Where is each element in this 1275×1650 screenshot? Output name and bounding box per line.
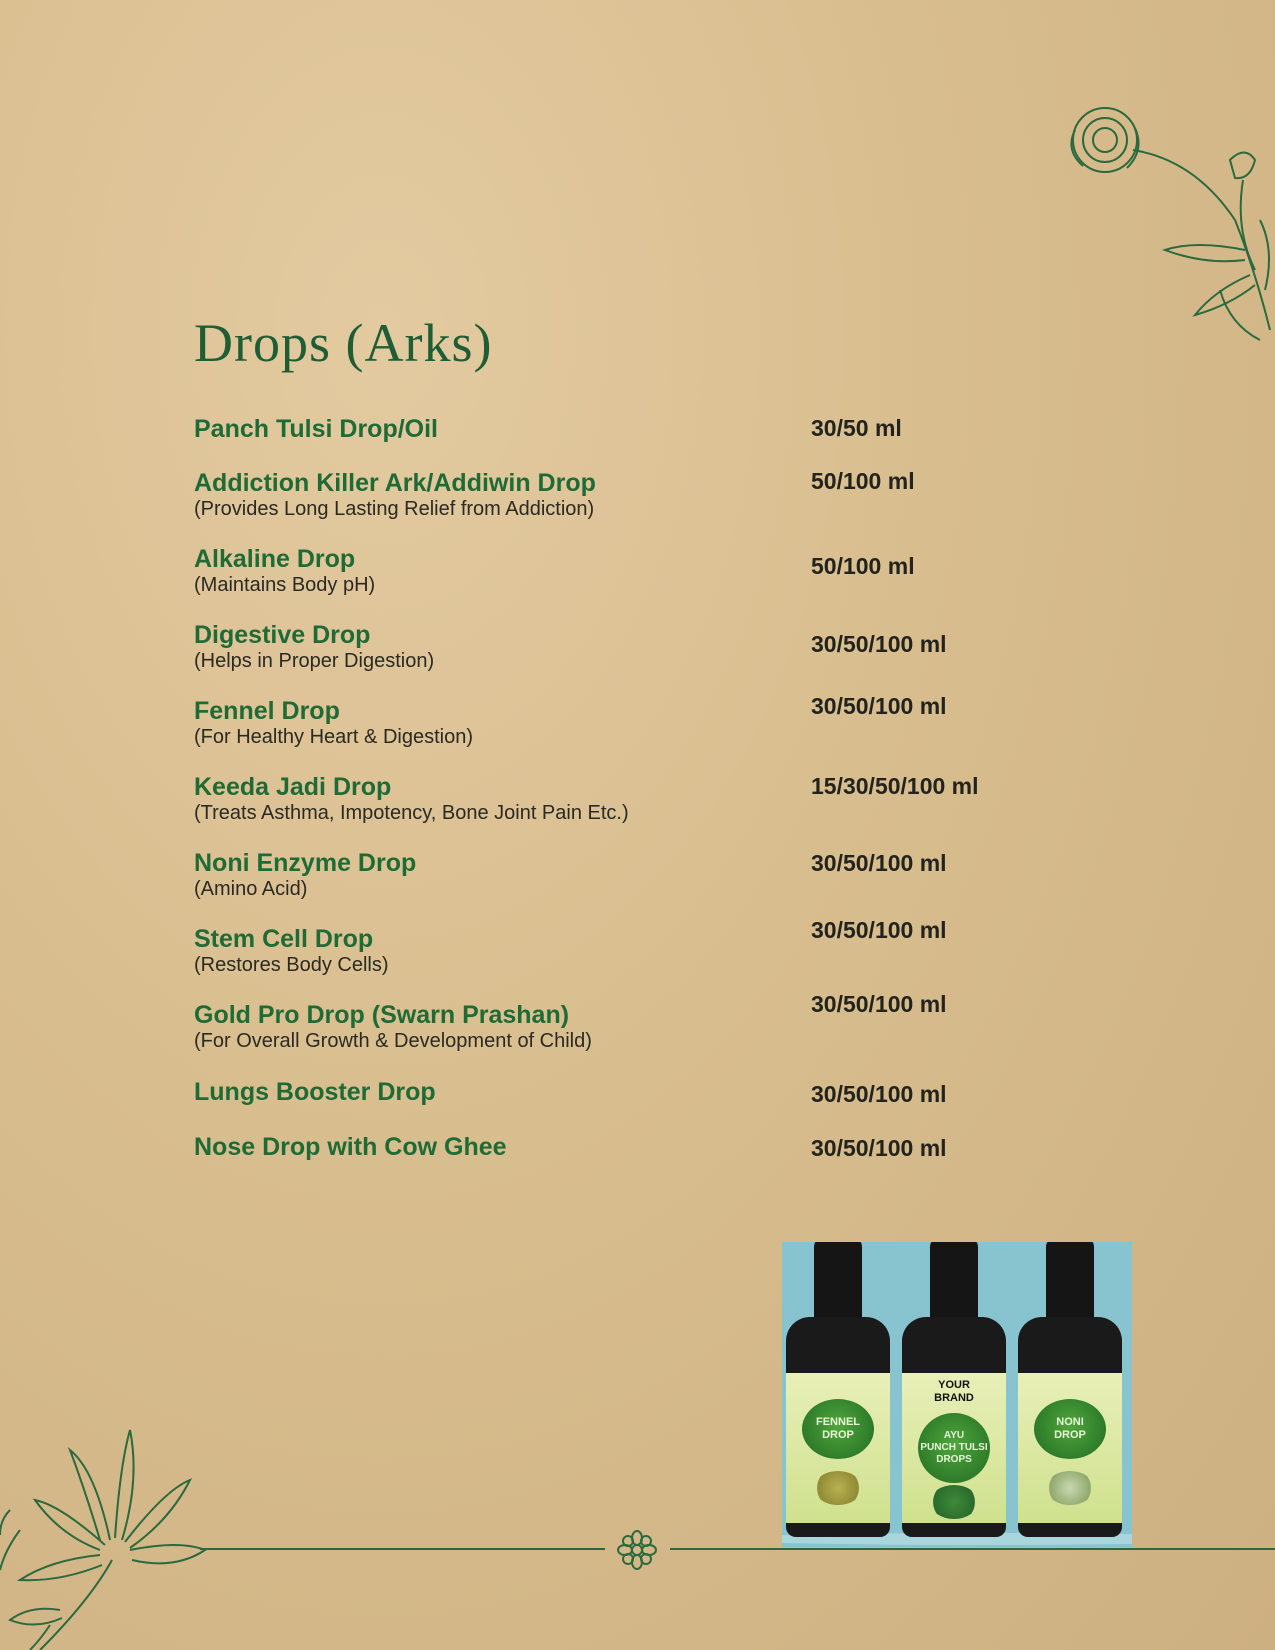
bottle-body [786, 1317, 890, 1537]
product-name: Lungs Booster Drop [194, 1078, 436, 1106]
product-description: (Treats Asthma, Impotency, Bone Joint Pain Etc.) [194, 802, 629, 824]
brand-line: BRAND [934, 1392, 974, 1404]
bottle-body [902, 1317, 1006, 1537]
bottle-noni [1016, 1242, 1124, 1537]
product-name: Alkaline Drop [194, 545, 356, 573]
product-size: 30/50/100 ml [811, 917, 947, 943]
flower-ornament-icon [617, 1530, 657, 1570]
product-description: (Provides Long Lasting Relief from Addiction) [194, 498, 595, 520]
product-size: 50/100 ml [811, 553, 915, 579]
badge-text: DROP [1054, 1429, 1086, 1441]
product-name: Fennel Drop [194, 697, 340, 725]
badge-text: AYU [943, 1430, 965, 1441]
product-name: Noni Enzyme Drop [194, 849, 417, 877]
list-item [194, 469, 1094, 521]
product-name: Keeda Jadi Drop [194, 773, 392, 801]
list-item [194, 1078, 1094, 1106]
tulsi-leaves-icon [930, 1485, 978, 1519]
list-item [194, 415, 1094, 443]
product-name: Addiction Killer Ark/Addiwin Drop [194, 469, 596, 497]
product-name: Nose Drop with Cow Ghee [194, 1133, 507, 1161]
badge-text: FENNEL [816, 1416, 860, 1428]
fennel-seeds-icon [814, 1471, 862, 1505]
product-name: Stem Cell Drop [194, 925, 374, 953]
badge-text: PUNCH TULSI [920, 1442, 988, 1453]
list-item [194, 1133, 1094, 1161]
noni-fruit-icon [1046, 1471, 1094, 1505]
flower-illustration-icon [0, 1410, 220, 1650]
list-item [194, 697, 1094, 749]
list-item [194, 849, 1094, 901]
list-item [194, 545, 1094, 597]
badge-text: NONI [1056, 1416, 1084, 1428]
bottle-label [902, 1373, 1006, 1523]
bottle-label [786, 1373, 890, 1523]
list-item [194, 1001, 1094, 1053]
bottle-label [1018, 1373, 1122, 1523]
label-badge [1034, 1399, 1106, 1459]
brand-text [902, 1379, 1006, 1405]
product-description: (For Overall Growth & Development of Child) [194, 1030, 592, 1052]
product-description: (Helps in Proper Digestion) [194, 650, 435, 672]
product-description: (Maintains Body pH) [194, 574, 376, 596]
page-title: Drops (Arks) [194, 313, 493, 373]
product-size: 15/30/50/100 ml [811, 773, 979, 799]
product-description: (Amino Acid) [194, 878, 308, 900]
bottle-cap [1046, 1242, 1094, 1327]
product-size: 30/50 ml [811, 415, 902, 441]
product-description: (For Healthy Heart & Digestion) [194, 726, 473, 748]
product-name: Gold Pro Drop (Swarn Prashan) [194, 1001, 570, 1029]
divider-line [200, 1548, 605, 1550]
bottle-punch-tulsi [900, 1242, 1008, 1537]
brand-line: YOUR [938, 1379, 970, 1391]
product-size: 30/50/100 ml [811, 1081, 947, 1107]
list-item [194, 621, 1094, 673]
product-size: 30/50/100 ml [811, 631, 947, 657]
product-description: (Restores Body Cells) [194, 954, 389, 976]
badge-text: DROPS [936, 1454, 972, 1465]
product-size: 30/50/100 ml [811, 693, 947, 719]
badge-text: DROP [822, 1429, 854, 1441]
flower-illustration-icon [1045, 100, 1275, 360]
divider-line [670, 1548, 1275, 1550]
product-size: 50/100 ml [811, 468, 915, 494]
bottle-cap [814, 1242, 862, 1327]
label-badge [918, 1413, 990, 1483]
label-badge [802, 1399, 874, 1459]
bottle-fennel [784, 1242, 892, 1537]
product-size: 30/50/100 ml [811, 991, 947, 1017]
bottle-cap [930, 1242, 978, 1327]
product-name: Digestive Drop [194, 621, 371, 649]
product-name: Panch Tulsi Drop/Oil [194, 415, 439, 443]
product-photo [782, 1242, 1132, 1547]
bottle-body [1018, 1317, 1122, 1537]
list-item [194, 925, 1094, 977]
product-size: 30/50/100 ml [811, 1135, 947, 1161]
product-size: 30/50/100 ml [811, 850, 947, 876]
